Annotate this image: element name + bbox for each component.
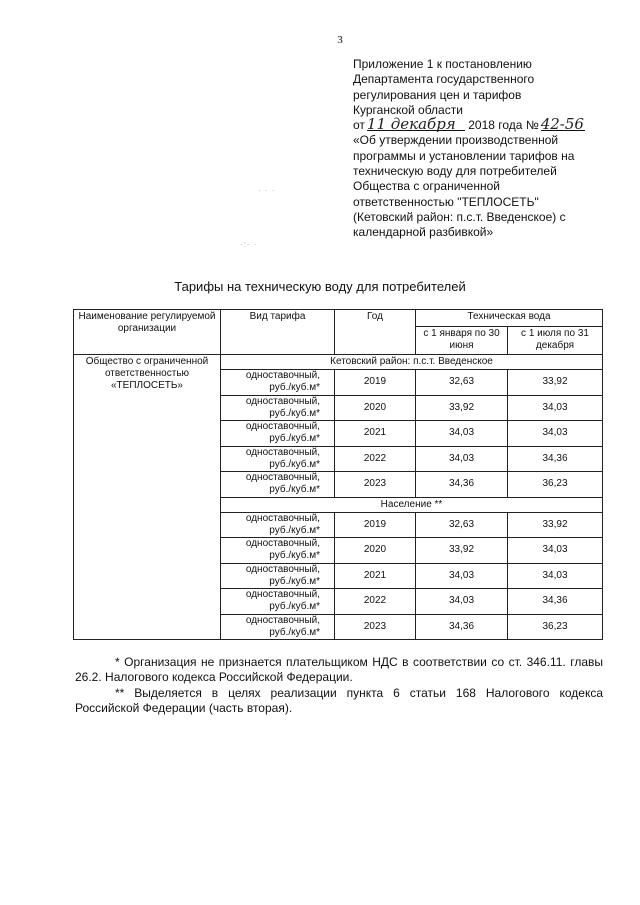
scan-smudge: ·:· · (240, 240, 258, 249)
first-half-value: 33,92 (416, 395, 508, 421)
header-period-second-half: с 1 июля по 31 декабря (508, 327, 603, 355)
year-cell: 2021 (335, 421, 416, 447)
second-half-value: 36,23 (508, 614, 603, 640)
footnote-population: ** Выделяется в целях реализации пункта 6 статьи 168 Налогового кодекса Российской Федерации (часть вторая). (75, 685, 603, 715)
second-half-value: 34,03 (508, 538, 603, 564)
header-subject-line: календарной разбивкой» (353, 225, 494, 240)
handwritten-date: 11 декабря (367, 118, 465, 131)
year-cell: 2023 (335, 614, 416, 640)
tariff-kind-cell: одноставочный, руб./куб.м* (221, 614, 335, 640)
second-half-value: 33,92 (508, 512, 603, 538)
tariff-kind-cell: одноставочный, руб./куб.м* (221, 538, 335, 564)
header-period-first-half: с 1 января по 30 июня (416, 327, 508, 355)
footnotes (75, 655, 603, 716)
year-cell: 2019 (335, 512, 416, 538)
tariff-table (73, 309, 603, 640)
first-half-value: 34,03 (416, 563, 508, 589)
tariff-kind-cell: одноставочный, руб./куб.м* (221, 512, 335, 538)
tariff-kind-cell: одноставочный, руб./куб.м* (221, 563, 335, 589)
header-line: Курганской области (353, 102, 463, 117)
header-subject-line: программы и установлении тарифов на (353, 148, 575, 163)
header-subject-line: техническую воду для потребителей (353, 164, 557, 179)
header-tariff-kind: Вид тарифа (221, 310, 335, 355)
header-subject-line: ответственностью "ТЕПЛОСЕТЬ" (353, 194, 539, 209)
page-number: 3 (337, 34, 343, 46)
year-cell: 2022 (335, 589, 416, 615)
second-half-value: 34,36 (508, 589, 603, 615)
first-half-value: 34,03 (416, 446, 508, 472)
section-title: Население ** (221, 497, 603, 512)
organization-cell: Общество с ограниченной ответственностью «ТЕПЛОСЕТЬ» (74, 355, 221, 640)
header-technical-water: Техническая вода (416, 310, 603, 327)
first-half-value: 32,63 (416, 370, 508, 396)
header-subject-line: Общества с ограниченной (353, 179, 500, 194)
second-half-value: 34,03 (508, 421, 603, 447)
header-subject-line: «Об утверждении производственной (353, 133, 559, 148)
appendix-header (353, 57, 613, 241)
first-half-value: 34,36 (416, 614, 508, 640)
first-half-value: 34,03 (416, 589, 508, 615)
tariff-kind-cell: одноставочный, руб./куб.м* (221, 589, 335, 615)
year-cell: 2023 (335, 472, 416, 498)
footnote-vat: * Организация не признается плательщиком НДС в соответствии со ст. 346.11. главы 26.2. Налогового кодекса Российской Федерации. (75, 655, 603, 685)
header-year: Год (335, 310, 416, 355)
tariff-kind-cell: одноставочный, руб./куб.м* (221, 395, 335, 421)
first-half-value: 34,03 (416, 421, 508, 447)
year-cell: 2019 (335, 370, 416, 396)
second-half-value: 34,03 (508, 563, 603, 589)
tariff-kind-cell: одноставочный, руб./куб.м* (221, 421, 335, 447)
first-half-value: 32,63 (416, 512, 508, 538)
tariff-kind-cell: одноставочный, руб./куб.м* (221, 446, 335, 472)
tariff-kind-cell: одноставочный, руб./куб.м* (221, 472, 335, 498)
header-line: Приложение 1 к постановлению (353, 57, 532, 71)
header-organization: Наименование регулируемой организации (74, 310, 221, 355)
tariff-kind-cell: одноставочный, руб./куб.м* (221, 370, 335, 396)
header-date-line (353, 115, 613, 134)
section-title: Кетовский район: п.с.т. Введенское (221, 355, 603, 370)
second-half-value: 34,03 (508, 395, 603, 421)
header-subject-line: (Кетовский район: п.с.т. Введенское) с (353, 209, 566, 224)
scan-smudge: · · · (258, 186, 276, 195)
handwritten-number: 42-56 (540, 115, 584, 134)
second-half-value: 36,23 (508, 472, 603, 498)
year-text: 2018 года № (468, 118, 539, 133)
header-line: регулирования цен и тарифов (353, 87, 522, 102)
year-cell: 2020 (335, 538, 416, 564)
second-half-value: 34,36 (508, 446, 603, 472)
header-line: Департамента государственного (353, 72, 535, 87)
date-prefix: от (353, 118, 365, 133)
year-cell: 2022 (335, 446, 416, 472)
first-half-value: 34,36 (416, 472, 508, 498)
first-half-value: 33,92 (416, 538, 508, 564)
table-title: Тарифы на техническую воду для потребителей (174, 279, 466, 294)
second-half-value: 33,92 (508, 370, 603, 396)
year-cell: 2020 (335, 395, 416, 421)
year-cell: 2021 (335, 563, 416, 589)
